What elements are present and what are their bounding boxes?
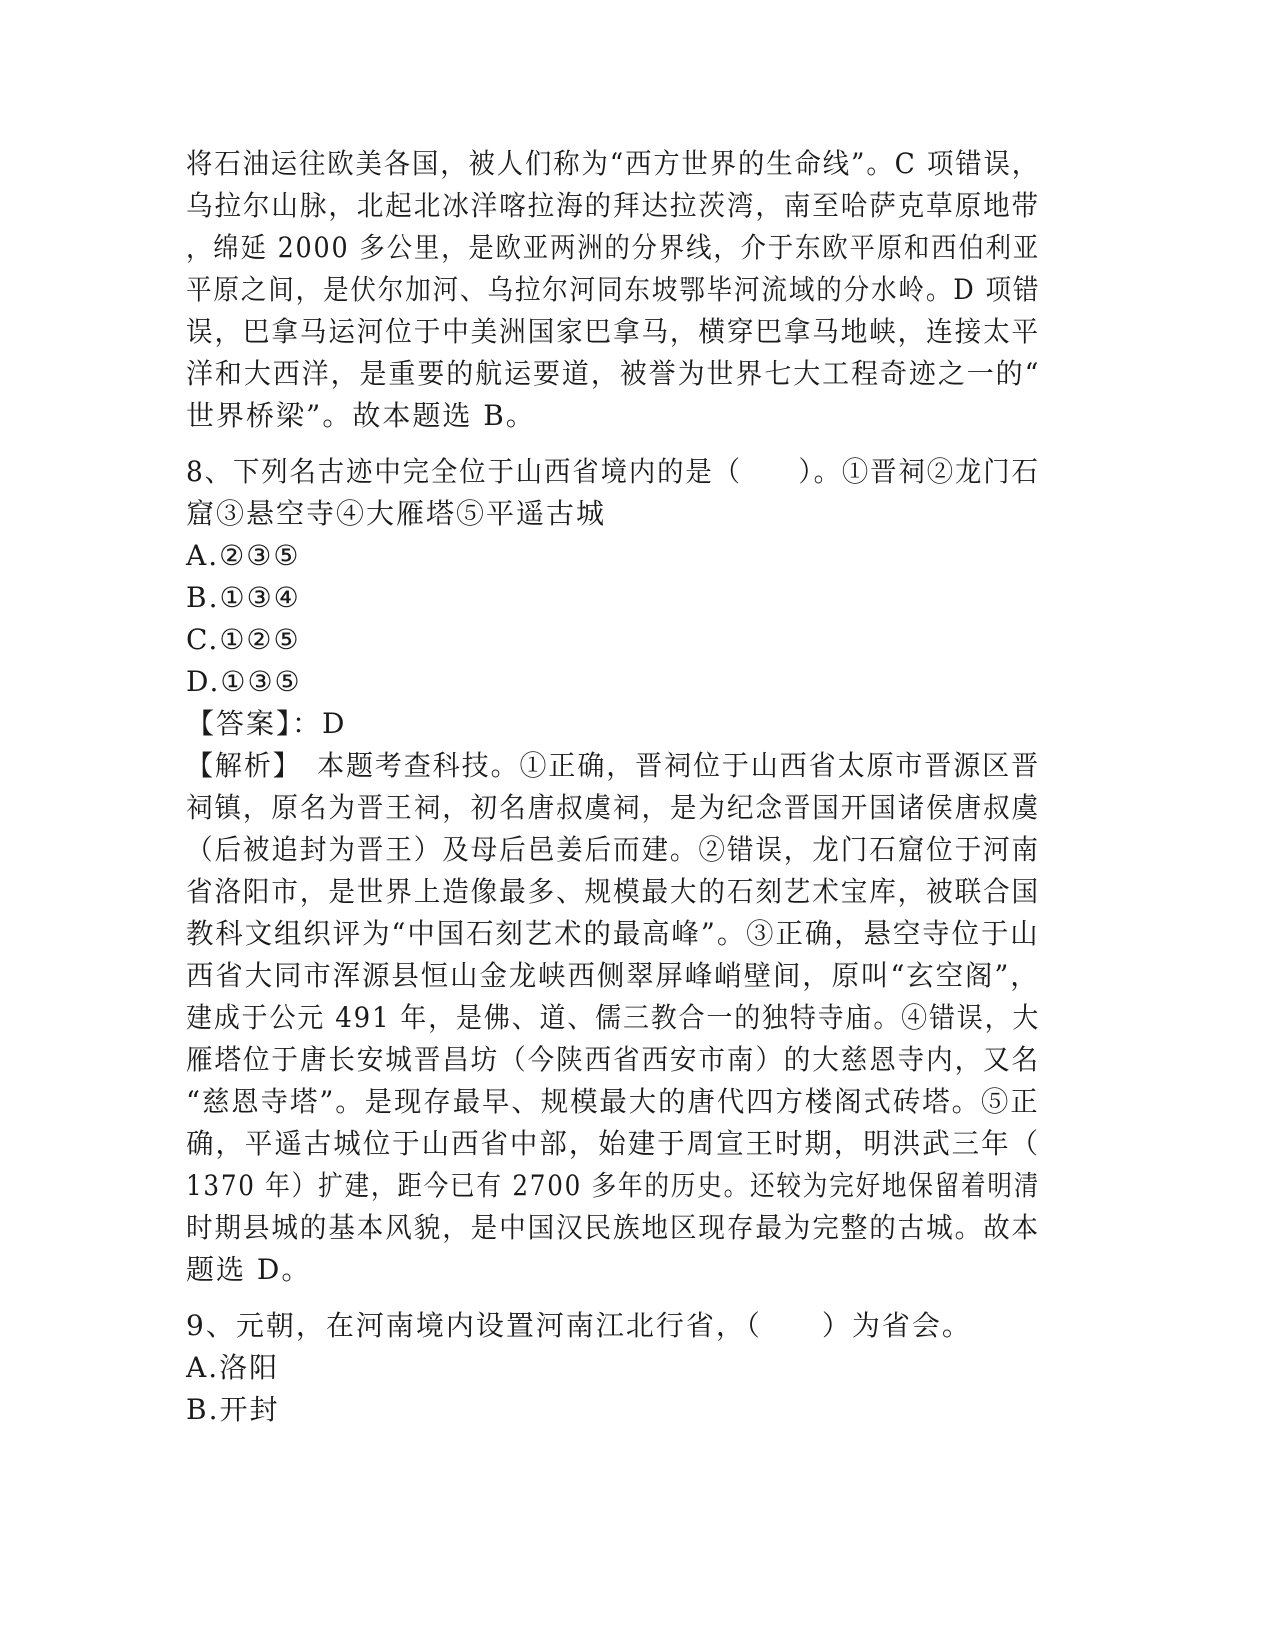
question-9-option-b: B.开封: [186, 1393, 280, 1426]
question-8-explanation: 建成于公元 491 年，是佛、道、儒三教合一的独特寺庙。④错误，大: [186, 1001, 1041, 1034]
explanation-line: 洋和大西洋，是重要的航运要道，被誉为世界七大工程奇迹之一的“: [186, 357, 1041, 390]
question-9-option-a: A.洛阳: [186, 1351, 280, 1384]
question-8-option-a: A.②③⑤: [186, 539, 301, 572]
question-8-answer: 【答案】：D: [186, 707, 347, 740]
question-8-option-d: D.①③⑤: [186, 665, 302, 698]
question-8-explanation: （后被追封为晋王）及母后邑姜后而建。②错误，龙门石窟位于河南: [186, 833, 1041, 866]
question-8-explanation: 时期县城的基本风貌，是中国汉民族地区现存最为完整的古城。故本: [186, 1211, 1041, 1244]
question-8-option-b: B.①③④: [186, 581, 301, 614]
question-8-explanation: 省洛阳市，是世界上造像最多、规模最大的石刻艺术宝库，被联合国: [186, 875, 1041, 908]
question-8-explanation: “慈恩寺塔”。是现存最早、规模最大的唐代四方楼阁式砖塔。⑤正: [186, 1085, 1040, 1118]
explanation-line: ，绵延 2000 多公里，是欧亚两洲的分界线，介于东欧平原和西伯利亚: [186, 231, 1041, 264]
question-8-explanation: 1370 年）扩建，距今已有 2700 多年的历史。还较为完好地保留着明清: [186, 1169, 1041, 1202]
question-8-explanation: 【解析】 本题考查科技。①正确，晋祠位于山西省太原市晋源区晋: [186, 749, 1041, 782]
question-8-stem: 8、下列名古迹中完全位于山西省境内的是（ ）。①晋祠②龙门石: [186, 455, 1040, 488]
explanation-line: 误，巴拿马运河位于中美洲国家巴拿马，横穿巴拿马地峡，连接太平: [186, 315, 1041, 348]
explanation-line: 平原之间，是伏尔加河、乌拉尔河同东坡鄂毕河流域的分水岭。D 项错: [186, 273, 1041, 306]
question-8-explanation: 教科文组织评为“中国石刻艺术的最高峰”。③正确，悬空寺位于山: [186, 917, 1040, 950]
question-8-option-c: C.①②⑤: [186, 623, 301, 656]
question-8-explanation: 雁塔位于唐长安城晋昌坊（今陕西省西安市南）的大慈恩寺内，又名: [186, 1043, 1041, 1076]
question-8-explanation: 西省大同市浑源县恒山金龙峡西侧翠屏峰峭壁间，原叫“玄空阁”，: [186, 959, 1040, 992]
explanation-line: 将石油运往欧美各国，被人们称为“西方世界的生命线”。C 项错误，: [186, 147, 1040, 180]
question-8-explanation: 题选 D。: [186, 1253, 312, 1286]
explanation-line: 世界桥梁”。故本题选 B。: [186, 399, 536, 432]
question-8-stem: 窟③悬空寺④大雁塔⑤平遥古城: [186, 497, 607, 530]
question-8-explanation: 确，平遥古城位于山西省中部，始建于周宣王时期，明洪武三年（: [186, 1127, 1041, 1160]
question-8-explanation: 祠镇，原名为晋王祠，初名唐叔虞祠，是为纪念晋国开国诸侯唐叔虞: [186, 791, 1041, 824]
question-9-stem: 9、元朝，在河南境内设置河南江北行省，（ ）为省会。: [186, 1309, 972, 1342]
explanation-line: 乌拉尔山脉，北起北冰洋喀拉海的拜达拉茨湾，南至哈萨克草原地带: [186, 189, 1041, 222]
